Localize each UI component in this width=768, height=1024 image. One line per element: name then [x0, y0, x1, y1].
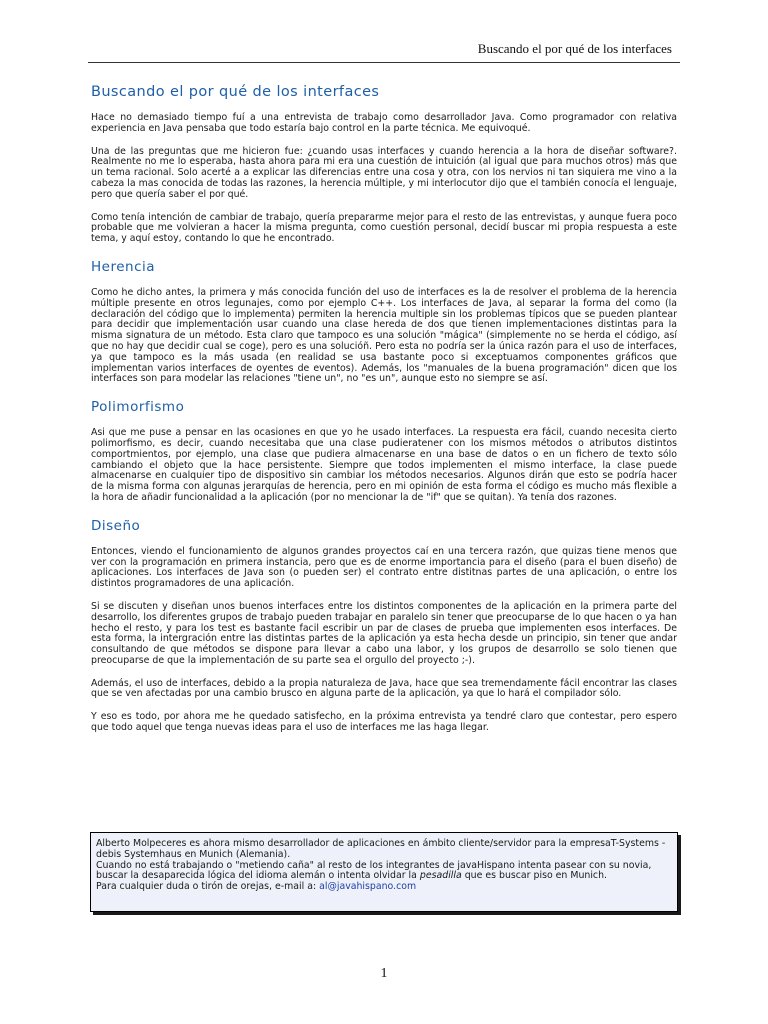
section-heading-herencia: Herencia — [91, 258, 156, 275]
diseno-paragraph-4: Y eso es todo, por ahora me he quedado satisfecho, en la próxima entrevista ya tendré claro que contestar, pero espero que todo aquel que tenga nuevas ideas para el uso de interfaces me las haga llegar. — [91, 711, 677, 734]
bio-line-2-text: Cuando no está trabajando o "metiendo caña" al resto de los integrantes de javaHispano intenta pasear con su novia, buscar la desaparecida lógica del idioma alemán o intenta olvidar la — [96, 859, 652, 882]
intro-paragraph-2: Una de las preguntas que me hicieron fue: ¿cuando usas interfaces y cuando herencia a la hora de diseñar software?. Realmente no me lo esperaba, hasta ahora para mi era una cuestión de intuición (al igual que para muchos otros) más que un tema racional. Solo acerté a a explicar las diferencias entre una cosa y otra, con los nervios ni tan siquiera me vino a la cabeza la mas conocida de todas las razones, la herencia múltiple, y mi interlocutor dijo que el también conocía el lenguaje, pero que quería saber el por qué. — [91, 145, 677, 200]
diseno-paragraph-1: Entonces, viendo el funcionamiento de algunos grandes proyectos caí en una tercera razón, que quizas tiene menos que ver con la programación en primera instancia, pero que es de enorme importancia para el diseño (para el buen diseño) de aplicaciones. Los interfaces de Java son (o pueden ser) el contrato entre distitnas partes de una aplicación, o entre los distintos programadores de una aplicación. — [91, 545, 677, 590]
article-title: Buscando el por qué de los interfaces — [91, 84, 380, 100]
author-bio-box — [90, 832, 678, 912]
author-email-link[interactable]: al@javahispano.com — [319, 881, 417, 893]
bio-line-3-text: Para cualquier duda o tirón de orejas, e-mail a: — [96, 881, 320, 893]
bio-line-1: Alberto Molpeceres es ahora mismo desarrollador de aplicaciones en ámbito cliente/servidor para la empresaT-Systems - debis Systemhaus en Munich (Alemania). — [96, 838, 666, 860]
header-divider — [88, 62, 680, 63]
article-body — [91, 84, 677, 746]
page-number: 1 — [380, 966, 388, 981]
polimorfismo-paragraph-1: Asi que me puse a pensar en las ocasiones en que yo he usado interfaces. La respuesta era fácil, cuando necesita cierto polimorfismo, es decir, cuando necesitaba que una clase pudieratener con los mismos métodos o atributos distintos comportmientos, por ejemplo, una clase que pudiera almacenarse en una base de datos o en un fichero de texto sólo cambiando el objeto que la hace persistente. Siempre que todos implementen el mismo interface, la clase puede almacenarse en cualquier tipo de dispositivo sin cambiar los métodos necesarios. Algunos dirán que esto se podría hacer de la misma forma con algunas jerarquías de herencia, pero en mi opinión de esta forma el código es mucho más flexible a la hora de añadir funcionalidad a la aplicación (por no mencionar la de "if" que se quitan). Ya tenía dos razones. — [91, 427, 677, 503]
bio-line-2 — [96, 861, 672, 883]
diseno-paragraph-2: Si se discuten y diseñan unos buenos interfaces entre los distintos componentes de la aplicación en la primera parte del desarrollo, los diferentes grupos de trabajo pueden trabajar en paralelo sin tener que preocuparse de lo que hacen o ya han hecho el resto, y para los test es bastante facil escribir un par de clases de prueba que implementen esos interfaces. De esta forma, la intergración entre las distintas partes de la aplicación ya esta hecha desde un principio, sin tener que andar consultando de que métodos se dispone para llevar a cabo una labor, y los grupos de desarrollo se solo tienen que preocuparse de que la implementación de su parte sea el orgullo del proyecto ;-). — [91, 600, 677, 666]
bio-line-2-italic: pesadilla — [419, 870, 462, 882]
intro-paragraph-1: Hace no demasiado tiempo fuí a una entrevista de trabajo como desarrollador Java. Como programador con relativa experiencia en Java pensaba que todo estaría bajo control en la parte técnica. Me equivoqué. — [91, 112, 677, 134]
diseno-paragraph-3: Además, el uso de interfaces, debido a la propia naturaleza de Java, hace que sea tremendamente fácil encontrar las clases que se ven afectadas por una cambio brusco en alguna parte de la aplicación, ya que lo hará el compilador sólo. — [91, 677, 677, 700]
section-heading-polimorfismo: Polimorfismo — [91, 399, 185, 416]
running-header: Buscando el por qué de los interfaces — [477, 41, 672, 56]
bio-line-3 — [96, 882, 672, 893]
intro-paragraph-3: Como tenía intención de cambiar de trabajo, quería prepararme mejor para el resto de las entrevistas, y aunque fuera poco probable que me volvieran a hacer la misma pregunta, como cuestión personal, decidí buscar mi propia respuesta a este tema, y aquí estoy, contando lo que he encontrado. — [91, 211, 677, 245]
herencia-paragraph-1: Como he dicho antes, la primera y más conocida función del uso de interfaces es la de resolver el problema de la herencia múltiple presente en otros legunajes, como por ejemplo C++. Los interfaces de Java, al separar la forma del como (la declaración del código que lo implementa) permiten la herencia multiple sin los problemas típicos que se pueden plantear para decidir que implementación usar cuando una clase hereda de dos que tienen implementaciones distintas para la misma signatura de un método. Esta claro que tampoco es una solución "mágica" (simplemente no se herda el código, así que no hay que decidir cual se coge), pero es una solucióñ. Pero esta no podría ser la única razón para el uso de interfaces, ya que tampoco es la más usada (en realidad se usa bastante poco si exceptuamos componentes gráficos que implementan varios interfaces de oyentes de eventos). Además, los "manuales de la buena programación" dicen que los interfaces son para modelar las relaciones "tiene un", no "es un", aunque esto no siempre se así. — [91, 286, 677, 385]
bio-line-2-end: que es buscar piso en Munich. — [461, 870, 608, 882]
section-heading-diseno: Diseño — [91, 517, 141, 534]
